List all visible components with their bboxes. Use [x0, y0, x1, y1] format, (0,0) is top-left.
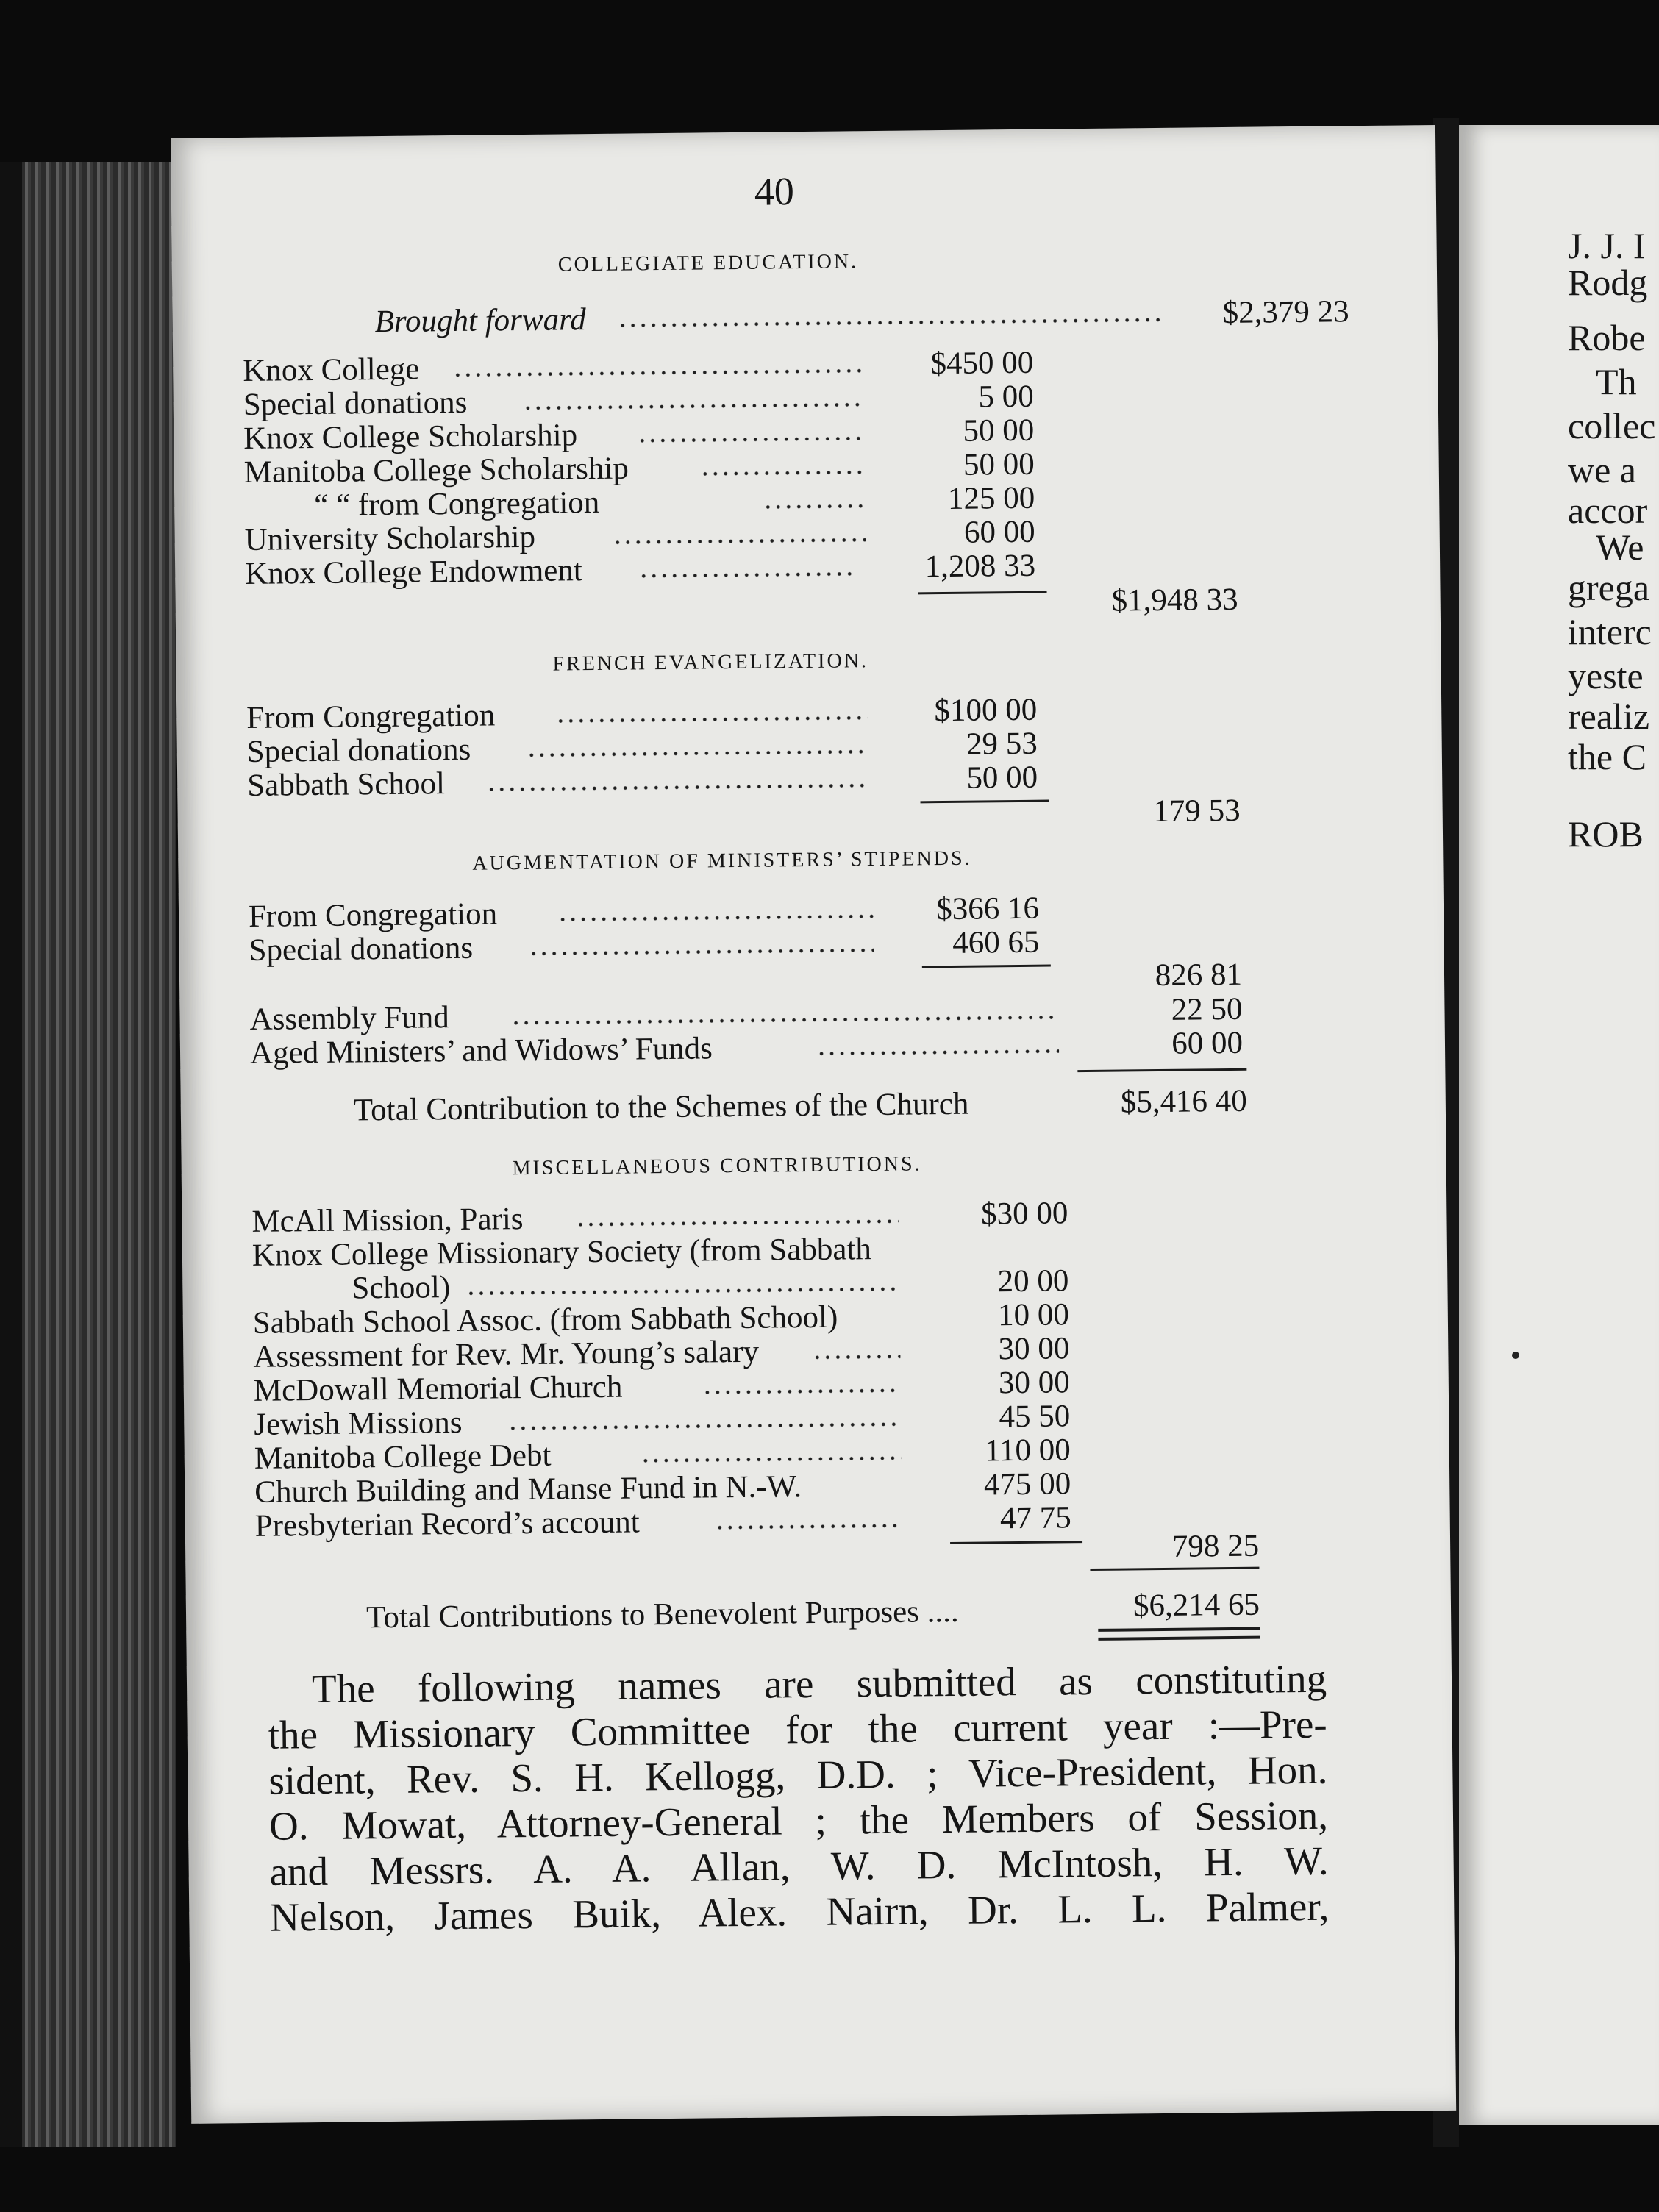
leader-dots: [816, 1049, 1059, 1055]
paragraph-line: the Missionary Committee for the current year :—Pre-: [268, 1701, 1327, 1758]
leader-dots: [812, 1355, 900, 1360]
paragraph-line: Nelson, James Buik, Alex. Nairn, Dr. L. L. Palmer,: [270, 1883, 1330, 1940]
leader-dots: [575, 1219, 899, 1227]
leader-dots: [613, 538, 866, 545]
subtotal-rule: [922, 965, 1051, 968]
row-amount: 30 00: [998, 1365, 1071, 1401]
leader-dots: [618, 318, 1162, 328]
row-label: Knox College Endowment: [244, 553, 583, 591]
right-page-line: collec: [1568, 405, 1656, 446]
leader-dots: [763, 504, 866, 509]
leader-dots: [557, 914, 874, 922]
row-label: University Scholarship: [244, 519, 536, 557]
row-amount: 110 00: [984, 1433, 1071, 1469]
leader-dots: [523, 402, 865, 410]
leader-dots: [465, 1287, 899, 1296]
total-rule: [1090, 1567, 1259, 1571]
row-label: Special donations: [249, 930, 474, 968]
row-amount: 460 65: [952, 924, 1040, 960]
leader-dots: [555, 716, 868, 723]
row-label: From Congregation: [248, 896, 498, 934]
leader-dots: [715, 1524, 902, 1530]
double-rule: [1098, 1627, 1260, 1632]
leader-dots: [507, 1422, 901, 1431]
row-label: School): [352, 1270, 451, 1306]
section-heading-french: FRENCH EVANGELIZATION.: [552, 649, 869, 676]
leader-dots: [637, 436, 865, 443]
row-amount: 50 00: [963, 446, 1035, 482]
paragraph-line: O. Mowat, Attorney-General ; the Members of Session,: [268, 1792, 1329, 1849]
row-amount: 50 00: [963, 413, 1035, 449]
right-page-line: accor: [1568, 490, 1648, 531]
row-amount: 60 00: [963, 514, 1035, 550]
section-heading-collegiate: COLLEGIATE EDUCATION.: [557, 250, 859, 276]
row-amount: 475 00: [983, 1466, 1071, 1502]
section-heading-augmentation: AUGMENTATION OF MINISTERS’ STIPENDS.: [472, 846, 972, 875]
row-label: Knox College Missionary Society (from Sabbath: [251, 1232, 872, 1273]
row-label: Manitoba College Debt: [254, 1438, 552, 1476]
paragraph-line: and Messrs. A. A. Allan, W. D. McIntosh, H. W.: [269, 1838, 1329, 1894]
right-page-line: J. J. I: [1568, 225, 1646, 266]
row-label: Knox College: [243, 352, 420, 388]
subtotal-amount: 179 53: [1153, 793, 1241, 830]
row-amount: 10 00: [997, 1297, 1070, 1333]
book-edge-shadow: [0, 162, 22, 2147]
schemes-total-amount: $5,416 40: [1120, 1083, 1248, 1120]
paragraph-line: The following names are submitted as constituting: [311, 1655, 1327, 1712]
right-page-line: Robe: [1568, 317, 1646, 358]
row-amount: 45 50: [999, 1399, 1071, 1435]
row-amount: 29 53: [966, 726, 1038, 762]
leader-dots: [638, 571, 852, 578]
right-page-line: yeste: [1568, 655, 1644, 696]
row-amount: $30 00: [980, 1196, 1068, 1232]
subtotal-rule: [920, 800, 1049, 804]
row-label: McDowall Memorial Church: [253, 1369, 623, 1408]
committee-paragraph: [268, 1656, 1330, 1941]
row-label: Assembly Fund: [249, 1000, 449, 1037]
leader-dots: [486, 783, 868, 791]
leader-dots: [529, 948, 874, 956]
left-page: [171, 125, 1456, 2124]
subtotal-rule: [918, 591, 1047, 595]
page-number: 40: [754, 169, 795, 214]
row-amount: 1,208 33: [924, 548, 1036, 585]
paragraph-line: sident, Rev. S. H. Kellogg, D.D. ; Vice-President, Hon.: [268, 1747, 1328, 1803]
subtotal-amount: 826 81: [1155, 957, 1243, 993]
right-page-line: grega: [1568, 567, 1650, 608]
benevolent-total-label: Total Contributions to Benevolent Purposes ....: [365, 1594, 959, 1635]
right-page-line: Rodg: [1568, 262, 1648, 303]
row-label: Presbyterian Record’s account: [254, 1505, 640, 1544]
right-page-line: We: [1596, 527, 1644, 568]
book-edge: [0, 162, 176, 2147]
row-amount: 50 00: [966, 760, 1038, 796]
right-page-line: ROB: [1568, 813, 1644, 855]
row-label: Sabbath School Assoc. (from Sabbath School): [252, 1299, 838, 1341]
ink-speck: [1512, 1352, 1519, 1359]
row-amount: $100 00: [934, 692, 1038, 729]
right-page-line: interc: [1568, 611, 1652, 652]
row-amount: $450 00: [930, 345, 1034, 382]
row-label: Special donations: [243, 385, 468, 422]
right-page-line: the C: [1568, 736, 1646, 777]
row-amount: 47 75: [999, 1500, 1071, 1536]
leader-dots: [702, 1388, 901, 1395]
row-label: Aged Ministers’ and Widows’ Funds: [249, 1031, 713, 1071]
subtotal-amount: $1,948 33: [1111, 582, 1238, 618]
row-label: “ “ from Congregation: [313, 485, 600, 523]
row-amount: $366 16: [936, 891, 1040, 927]
row-amount: 5 00: [978, 379, 1034, 415]
benevolent-total-amount: $6,214 65: [1132, 1587, 1260, 1624]
row-label: Sabbath School: [246, 766, 446, 803]
row-label: Special donations: [246, 732, 471, 769]
leader-dots: [641, 1456, 902, 1463]
row-label: Knox College Scholarship: [243, 418, 578, 456]
row-label: Manitoba College Scholarship: [243, 451, 629, 490]
row-amount: $2,379 23: [1222, 294, 1349, 331]
subtotal-amount: 798 25: [1171, 1528, 1260, 1564]
row-amount: 60 00: [1171, 1025, 1244, 1061]
leader-dots: [700, 470, 866, 476]
row-label: Church Building and Manse Fund in N.-W.: [254, 1469, 802, 1510]
schemes-total-label: Total Contribution to the Schemes of the Church: [353, 1086, 969, 1128]
leader-dots: [527, 749, 868, 757]
row-label: McAll Mission, Paris: [251, 1202, 524, 1239]
section-heading-misc: MISCELLANEOUS CONTRIBUTIONS.: [512, 1152, 922, 1180]
row-amount: 30 00: [998, 1331, 1070, 1367]
row-label: From Congregation: [246, 698, 496, 735]
row-label: Brought forward: [374, 302, 586, 340]
leader-dots: [452, 368, 864, 377]
row-amount: 20 00: [997, 1263, 1069, 1299]
row-label: Jewish Missions: [254, 1405, 463, 1442]
right-page-line: we a: [1568, 449, 1636, 490]
row-label: Assessment for Rev. Mr. Young’s salary: [253, 1334, 760, 1374]
row-amount: 22 50: [1171, 991, 1243, 1027]
brought-forward-row: [374, 293, 1422, 338]
total-rule: [1077, 1068, 1246, 1072]
right-page-line: realiz: [1568, 696, 1650, 737]
row-amount: 125 00: [947, 480, 1035, 516]
subtotal-rule: [950, 1541, 1082, 1544]
double-rule: [1098, 1636, 1260, 1641]
right-page-line: Th: [1596, 361, 1637, 402]
leader-dots: [511, 1015, 1059, 1025]
